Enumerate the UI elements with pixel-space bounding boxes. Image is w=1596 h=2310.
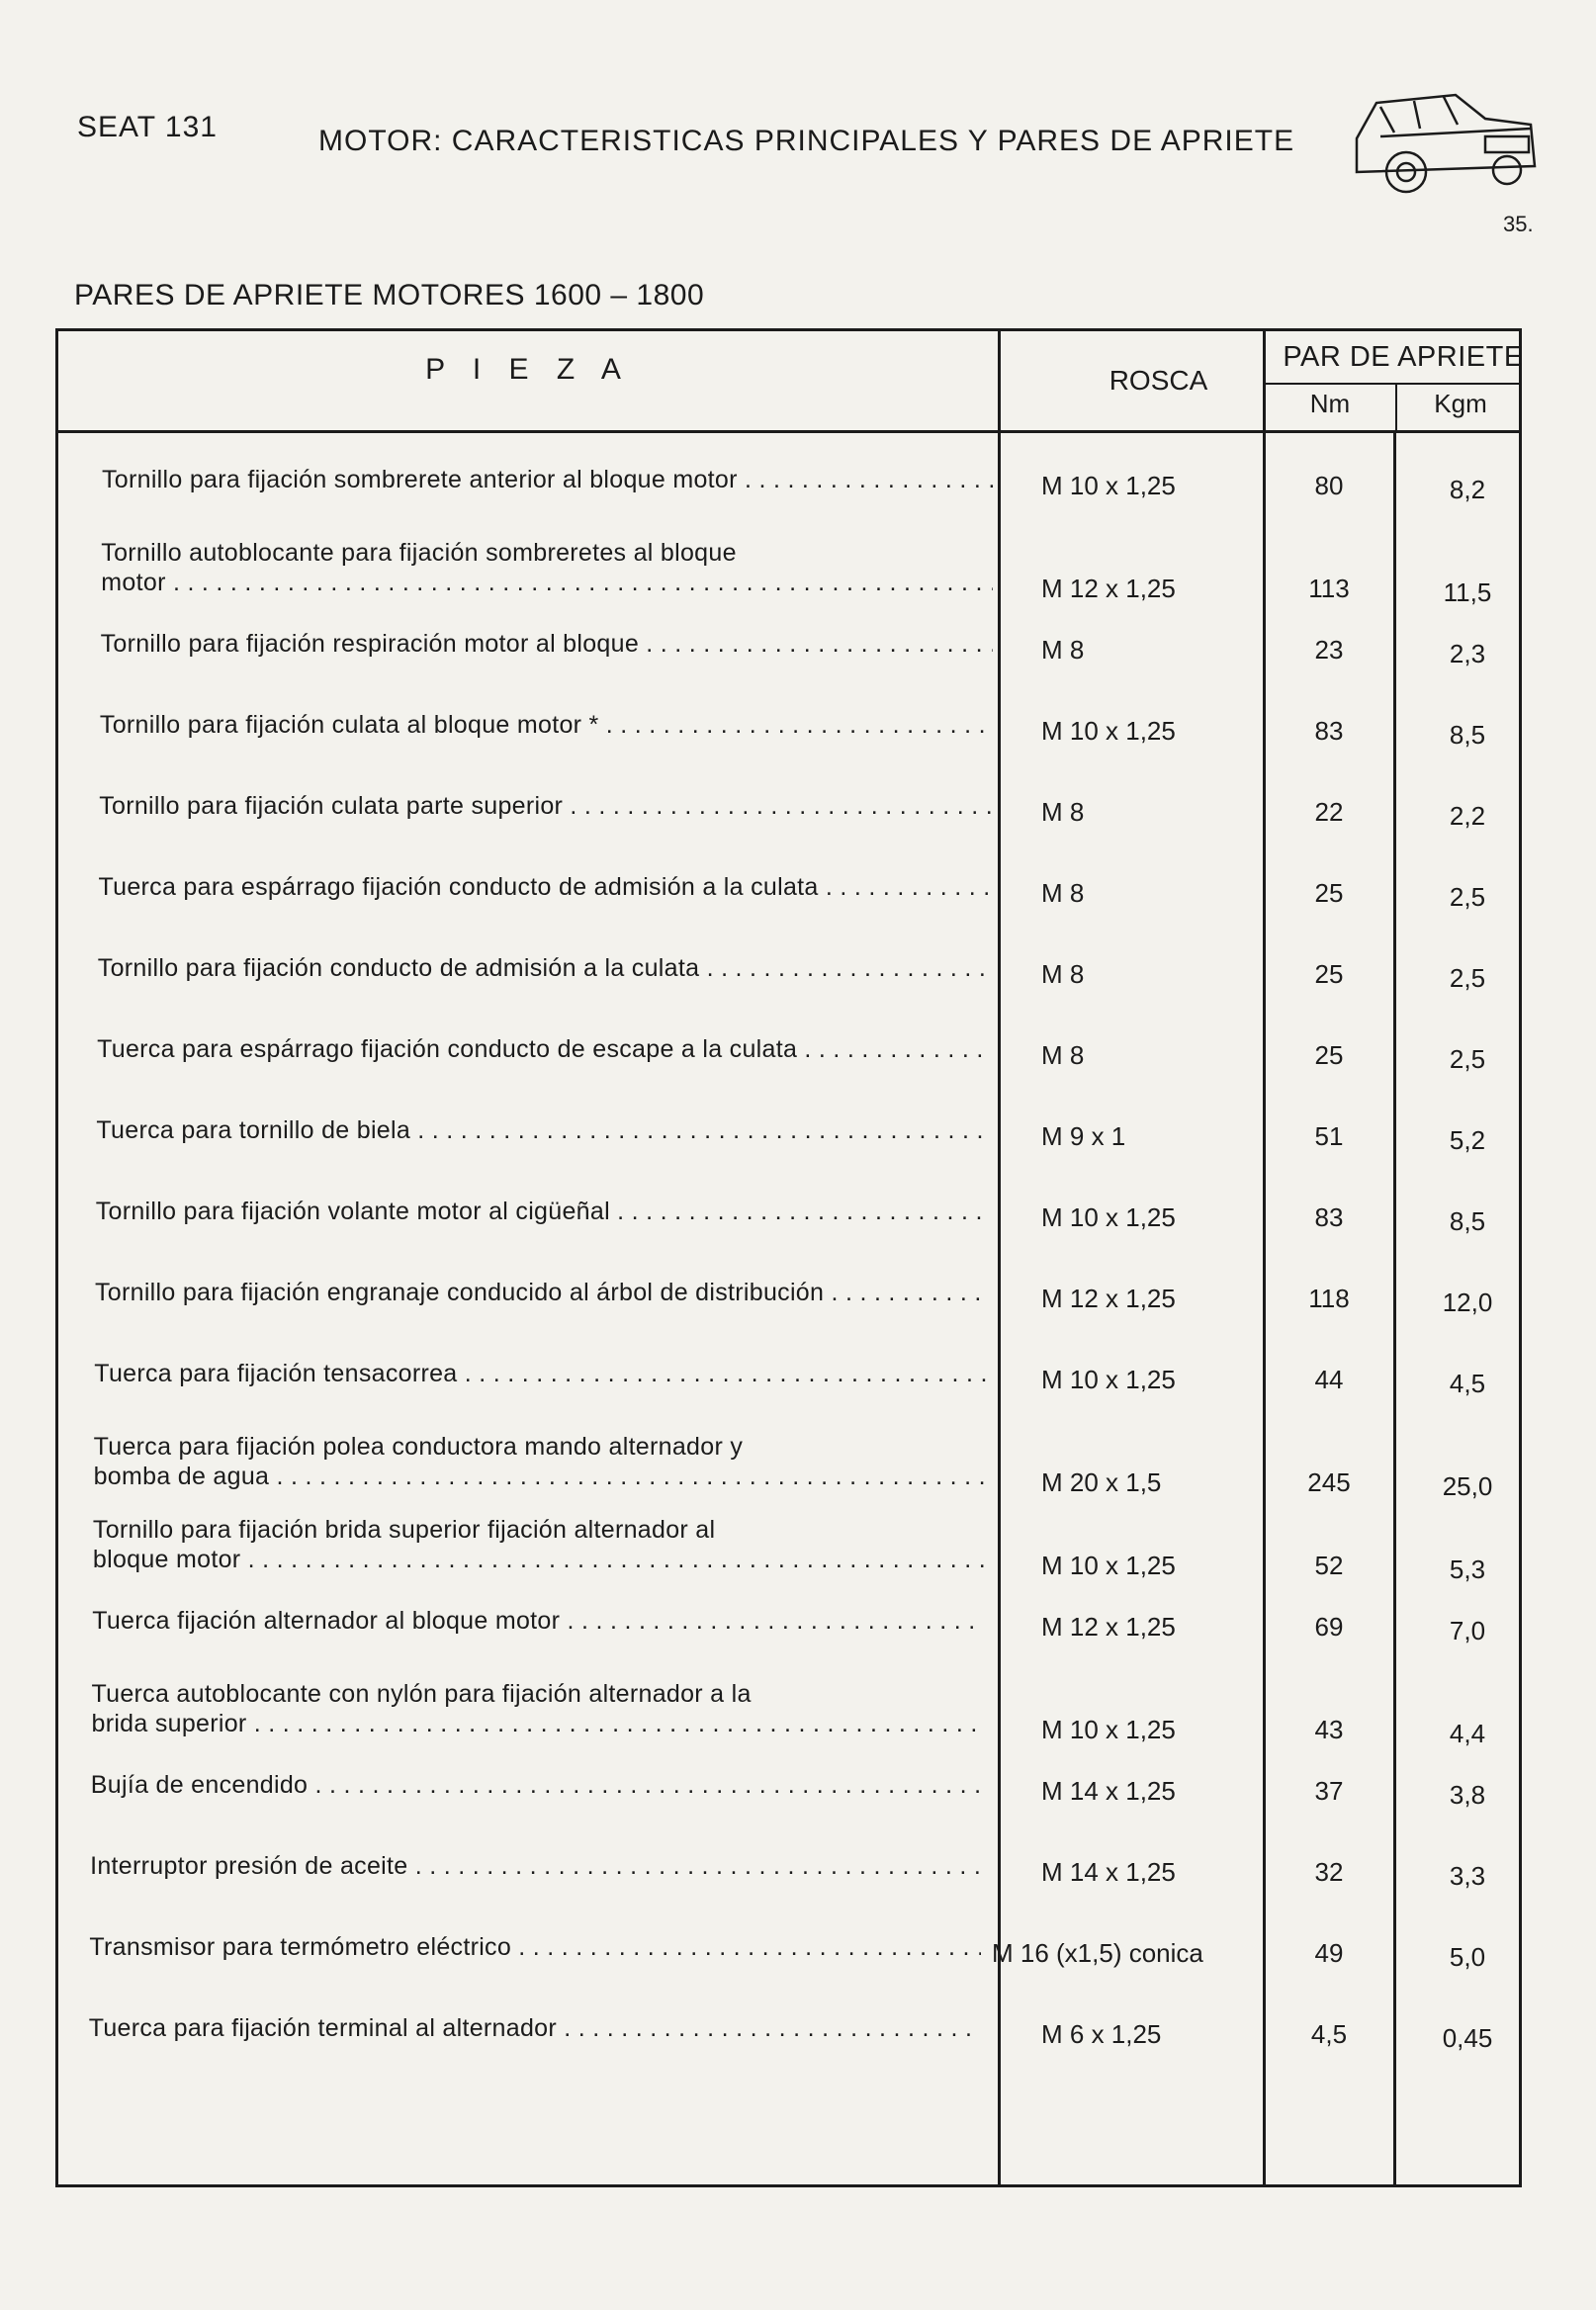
cell-kgm: 4,4	[1449, 1719, 1486, 1748]
pieza-text: Interruptor presión de aceite	[90, 1852, 408, 1880]
leader-dots	[407, 1852, 982, 1880]
cell-nm: 22	[1314, 797, 1344, 827]
cell-rosca: M 14 x 1,25	[1041, 1776, 1176, 1806]
cell-nm: 113	[1308, 574, 1350, 603]
pieza-text: Tuerca para fijación terminal al alternador	[88, 2014, 557, 2042]
pieza-text: Tuerca fijación alternador al bloque motor	[92, 1607, 561, 1635]
cell-nm: 52	[1314, 1551, 1344, 1580]
cell-pieza	[93, 1515, 985, 1574]
pieza-text: motor	[101, 569, 166, 596]
pieza-text: Tornillo para fijación engranaje conducido al árbol de distribución	[95, 1279, 825, 1306]
pieza-text: Tuerca para fijación polea conductora mando alternador y	[93, 1433, 744, 1461]
cell-rosca: M 10 x 1,25	[1041, 471, 1176, 500]
header-pieza: P I E Z A	[425, 353, 631, 386]
cell-pieza	[99, 872, 991, 902]
cell-kgm: 5,0	[1449, 1942, 1486, 1972]
cell-rosca: M 9 x 1	[1041, 1121, 1126, 1151]
cell-pieza	[91, 1770, 983, 1800]
cell-pieza	[101, 629, 993, 659]
cell-rosca: M 12 x 1,25	[1041, 1284, 1176, 1313]
cell-kgm: 8,2	[1449, 475, 1486, 504]
cell-rosca: M 16 (x1,5) conica	[992, 1938, 1203, 1968]
leader-dots	[269, 1463, 985, 1490]
leader-dots	[599, 711, 992, 739]
column-divider	[1393, 430, 1396, 2184]
cell-pieza	[95, 1278, 987, 1307]
leader-dots	[511, 1933, 981, 1961]
pieza-text: Tornillo para fijación culata al bloque motor *	[99, 711, 599, 739]
cell-kgm: 2,5	[1449, 1044, 1486, 1074]
pieza-text: Tornillo para fijación conducto de admisión a la culata	[97, 954, 700, 982]
leader-dots	[639, 630, 993, 658]
cell-nm: 37	[1314, 1776, 1344, 1806]
cell-kgm: 5,2	[1449, 1125, 1486, 1155]
cell-kgm: 2,2	[1449, 801, 1486, 831]
leader-dots	[410, 1116, 988, 1144]
leader-dots	[458, 1360, 987, 1387]
leader-dots	[797, 1035, 989, 1063]
cell-nm: 25	[1314, 959, 1344, 989]
cell-nm: 23	[1314, 635, 1344, 665]
cell-rosca: M 8	[1041, 1040, 1085, 1070]
cell-rosca: M 10 x 1,25	[1041, 1551, 1176, 1580]
cell-kgm: 2,5	[1449, 963, 1486, 993]
cell-nm: 118	[1308, 1284, 1350, 1313]
leader-dots	[557, 2014, 981, 2042]
cell-nm: 80	[1314, 471, 1344, 500]
cell-pieza	[94, 1432, 986, 1491]
cell-kgm: 25,0	[1442, 1471, 1493, 1501]
cell-pieza	[96, 1197, 988, 1226]
column-divider	[998, 331, 1001, 2184]
leader-dots	[738, 466, 994, 493]
pieza-text: Tornillo para fijación respiración motor al bloque	[100, 630, 640, 658]
pieza-text: Bujía de encendido	[90, 1771, 309, 1799]
page-number: 35.	[1503, 212, 1534, 236]
leader-dots	[166, 569, 994, 596]
pieza-text: Tuerca para tornillo de biela	[96, 1116, 411, 1144]
cell-pieza	[97, 1034, 989, 1064]
cell-nm: 83	[1314, 716, 1344, 746]
table-header	[58, 331, 1524, 433]
cell-kgm: 2,5	[1449, 882, 1486, 912]
leader-dots	[240, 1546, 984, 1573]
cell-nm: 44	[1314, 1365, 1344, 1394]
pieza-text: bomba de agua	[93, 1463, 270, 1490]
pieza-text: Tuerca autoblocante con nylón para fijación alternador a la	[91, 1680, 752, 1708]
header-kgm: Kgm	[1434, 389, 1487, 418]
cell-kgm: 7,0	[1449, 1616, 1486, 1645]
cell-pieza	[94, 1359, 986, 1388]
cell-kgm: 5,3	[1449, 1555, 1486, 1584]
leader-dots	[819, 873, 991, 901]
cell-nm: 25	[1314, 1040, 1344, 1070]
header-divider	[1265, 383, 1522, 385]
cell-pieza	[92, 1606, 984, 1636]
cell-kgm: 8,5	[1449, 1206, 1486, 1236]
leader-dots	[247, 1710, 984, 1737]
page-title: MOTOR: CARACTERISTICAS PRINCIPALES Y PARES DE APRIETE	[318, 125, 1295, 157]
cell-kgm: 4,5	[1449, 1369, 1486, 1398]
pieza-text: Tuerca para fijación tensacorrea	[94, 1360, 458, 1387]
cell-nm: 69	[1314, 1612, 1344, 1642]
cell-rosca: M 14 x 1,25	[1041, 1857, 1176, 1887]
cell-kgm: 8,5	[1449, 720, 1486, 750]
header-rosca: ROSCA	[1108, 365, 1208, 396]
cell-pieza	[90, 1851, 982, 1881]
cell-kgm: 2,3	[1449, 639, 1486, 668]
cell-rosca: M 8	[1041, 635, 1085, 665]
pieza-text: bloque motor	[92, 1546, 241, 1573]
pieza-text: Tornillo para fijación culata parte superior	[99, 792, 564, 820]
cell-nm: 43	[1314, 1715, 1344, 1744]
pieza-text: Tuerca para espárrago fijación conducto de admisión a la culata	[98, 873, 819, 901]
column-divider	[1263, 331, 1266, 2184]
cell-rosca: M 8	[1041, 878, 1085, 908]
pieza-text: Tuerca para espárrago fijación conducto de escape a la culata	[97, 1035, 798, 1063]
cell-kgm: 3,8	[1449, 1780, 1486, 1810]
leader-dots	[308, 1771, 983, 1799]
cell-pieza	[96, 1115, 988, 1145]
cell-pieza	[102, 465, 994, 494]
leader-dots	[560, 1607, 984, 1635]
cell-nm: 83	[1314, 1202, 1344, 1232]
cell-kgm: 11,5	[1443, 578, 1492, 607]
pieza-text: Tornillo para fijación brida superior fijación alternador al	[92, 1516, 716, 1544]
cell-rosca: M 10 x 1,25	[1041, 1365, 1176, 1394]
cell-rosca: M 12 x 1,25	[1041, 1612, 1176, 1642]
leader-dots	[610, 1198, 988, 1225]
pieza-text: Transmisor para termómetro eléctrico	[89, 1933, 512, 1961]
cell-pieza	[98, 953, 990, 983]
cell-rosca: M 12 x 1,25	[1041, 574, 1176, 603]
leader-dots	[824, 1279, 987, 1306]
cell-nm: 51	[1314, 1121, 1344, 1151]
car-sedan-icon	[1337, 81, 1543, 210]
cell-pieza	[89, 2013, 981, 2043]
cell-kgm: 3,3	[1449, 1861, 1486, 1891]
section-title: PARES DE APRIETE MOTORES 1600 – 1800	[74, 279, 705, 311]
cell-rosca: M 10 x 1,25	[1041, 716, 1176, 746]
cell-pieza	[100, 710, 992, 740]
cell-rosca: M 20 x 1,5	[1041, 1467, 1162, 1497]
cell-pieza	[99, 791, 991, 821]
pieza-text: brida superior	[91, 1710, 247, 1737]
cell-pieza	[89, 1932, 981, 1962]
cell-rosca: M 10 x 1,25	[1041, 1202, 1176, 1232]
pieza-text: Tornillo autoblocante para fijación sombreretes al bloque	[101, 539, 737, 567]
cell-pieza	[92, 1679, 984, 1738]
cell-nm: 32	[1314, 1857, 1344, 1887]
leader-dots	[699, 954, 989, 982]
cell-nm: 49	[1314, 1938, 1344, 1968]
pieza-text: Tornillo para fijación sombrerete anterior al bloque motor	[102, 466, 738, 493]
cell-rosca: M 10 x 1,25	[1041, 1715, 1176, 1744]
leader-dots	[563, 792, 991, 820]
cell-kgm: 0,45	[1442, 2023, 1493, 2053]
cell-nm: 4,5	[1310, 2019, 1348, 2049]
pieza-text: Tornillo para fijación volante motor al cigüeñal	[95, 1198, 610, 1225]
cell-nm: 245	[1307, 1467, 1351, 1497]
cell-kgm: 12,0	[1442, 1288, 1493, 1317]
model-label: SEAT 131	[77, 111, 218, 143]
cell-rosca: M 8	[1041, 797, 1085, 827]
header-nm: Nm	[1309, 389, 1351, 418]
cell-nm: 25	[1314, 878, 1344, 908]
torque-table	[55, 328, 1522, 2187]
header-par-de-apriete: PAR DE APRIETE	[1283, 341, 1524, 373]
cell-rosca: M 6 x 1,25	[1041, 2019, 1162, 2049]
cell-pieza	[101, 538, 993, 597]
cell-rosca: M 8	[1041, 959, 1085, 989]
